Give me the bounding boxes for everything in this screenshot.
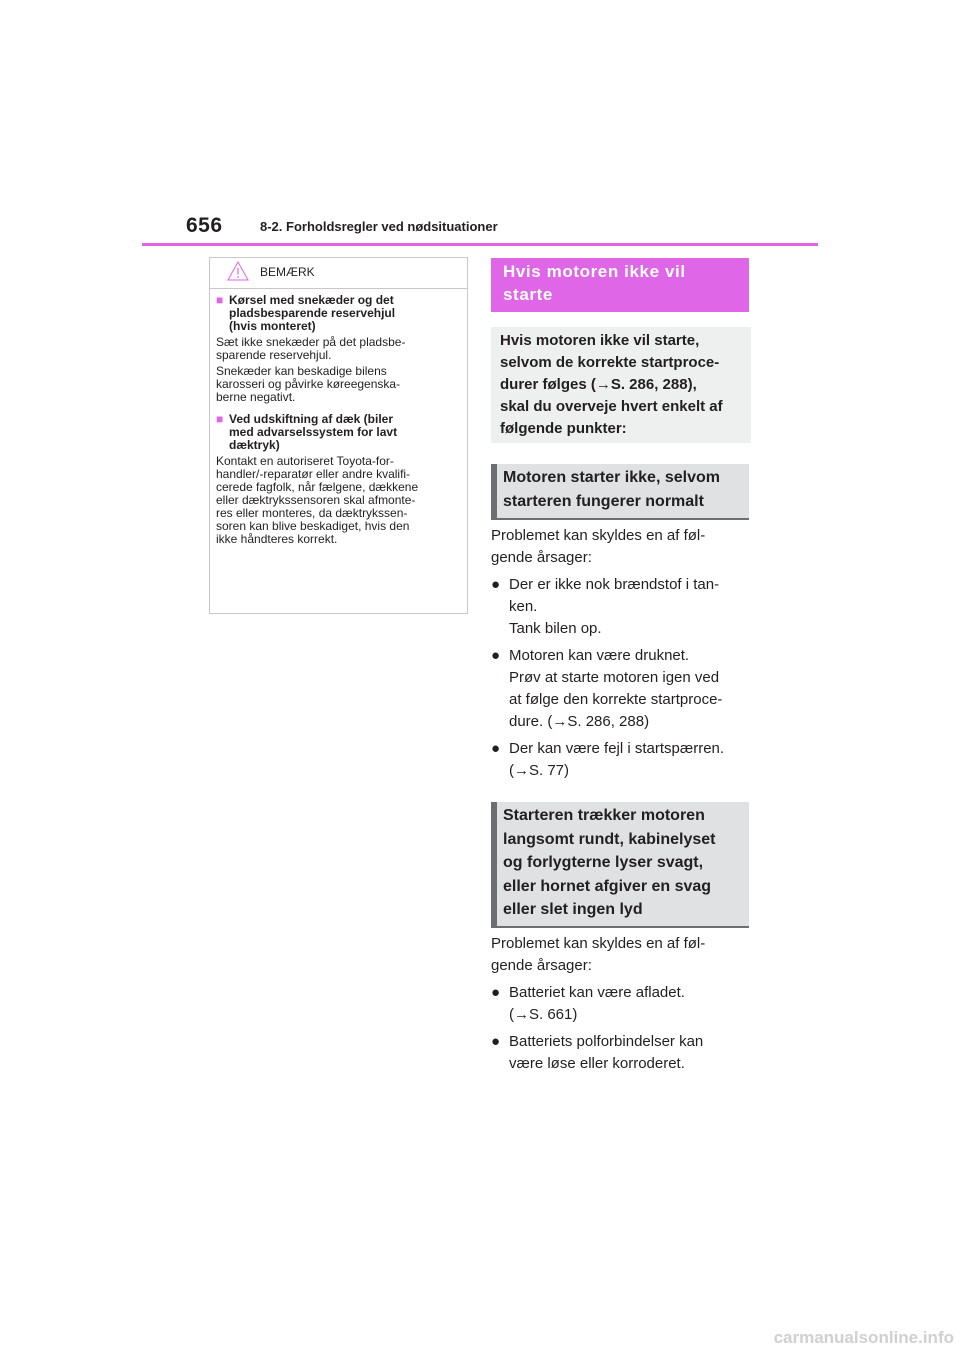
list-item-text: Motoren kan være druknet. Prøv at starte motoren igen ved at følge den korrekte startproce- dure. (→S. 286, 288): [509, 647, 723, 730]
list-item-text: Der kan være fejl i startspærren. (→S. 77): [509, 740, 725, 779]
subheading-engine-not-starting: [491, 464, 749, 520]
square-bullet-icon: ■: [216, 293, 224, 307]
note-paragraph: Snekæder kan beskadige bilens karosseri og påvirke køreegenska- berne negativt.: [216, 364, 401, 404]
subheading-text: Starteren trækker motoren langsomt rundt, kabinelyset og forlygterne lyser svagt, eller hornet afgiver en svag eller slet ingen lyd: [503, 807, 716, 918]
list-item: [491, 574, 756, 640]
intro-box: [491, 327, 751, 443]
page-number: 656: [186, 214, 223, 237]
section1-body: [491, 525, 756, 782]
list-item-text: Der er ikke nok brændstof i tan- ken. Tank bilen op.: [509, 576, 720, 637]
header-rule: [142, 243, 818, 246]
bullet-dot-icon: ●: [491, 576, 501, 593]
subheading-starter-slow: [491, 802, 749, 928]
watermark: carmanualsonline.info: [773, 1328, 954, 1347]
list-item: [491, 1031, 756, 1075]
note-paragraph: Sæt ikke snekæder på det pladsbe- sparende reservehjul.: [216, 335, 406, 362]
section-banner-title: Hvis motoren ikke vil starte: [503, 262, 686, 304]
list-item-text: Batteriets polforbindelser kan være løse eller korroderet.: [509, 1033, 704, 1072]
note-heading-text: Ved udskiftning af dæk (biler med advarselssystem for lavt dæktryk): [229, 412, 398, 452]
section2-body: [491, 933, 756, 1075]
notice-body: [210, 289, 467, 546]
notice-header: [210, 258, 467, 289]
warning-triangle-icon: [227, 261, 249, 281]
bullet-dot-icon: ●: [491, 740, 501, 757]
bullet-dot-icon: ●: [491, 984, 501, 1001]
list-item: [491, 645, 756, 733]
notice-label: BEMÆRK: [260, 265, 315, 279]
note-heading: [216, 413, 461, 452]
bullet-dot-icon: ●: [491, 647, 501, 664]
square-bullet-icon: ■: [216, 412, 224, 426]
section-title: 8-2. Forholdsregler ved nødsituationer: [260, 219, 498, 234]
lead-text: Problemet kan skyldes en af føl- gende årsager:: [491, 527, 706, 566]
notice-box: [209, 257, 468, 614]
intro-text: Hvis motoren ikke vil starte, selvom de korrekte startproce- durer følges (→S. 286, 288), skal du overveje hvert enkelt af følgende punkter:: [500, 332, 723, 437]
lead-text: Problemet kan skyldes en af føl- gende årsager:: [491, 935, 706, 974]
list-item-text: Batteriet kan være afladet. (→S. 661): [509, 984, 685, 1023]
bullet-dot-icon: ●: [491, 1033, 501, 1050]
note-heading-text: Kørsel med snekæder og det pladsbesparende reservehjul (hvis monteret): [229, 293, 396, 333]
note-heading: [216, 294, 461, 333]
section-banner: [491, 258, 749, 312]
note-paragraph: Kontakt en autoriseret Toyota-for- handler/-reparatør eller andre kvalifi- cerede fagfolk, når fælgene, dækkene eller dæktrykssensoren skal afmonte- res eller monteres, da dæktrykssen- soren kan blive beskadiget, hvis den ikke håndteres korrekt.: [216, 454, 419, 546]
list-item: [491, 982, 756, 1026]
list-item: [491, 738, 756, 782]
subheading-text: Motoren starter ikke, selvom starteren fungerer normalt: [503, 469, 720, 510]
